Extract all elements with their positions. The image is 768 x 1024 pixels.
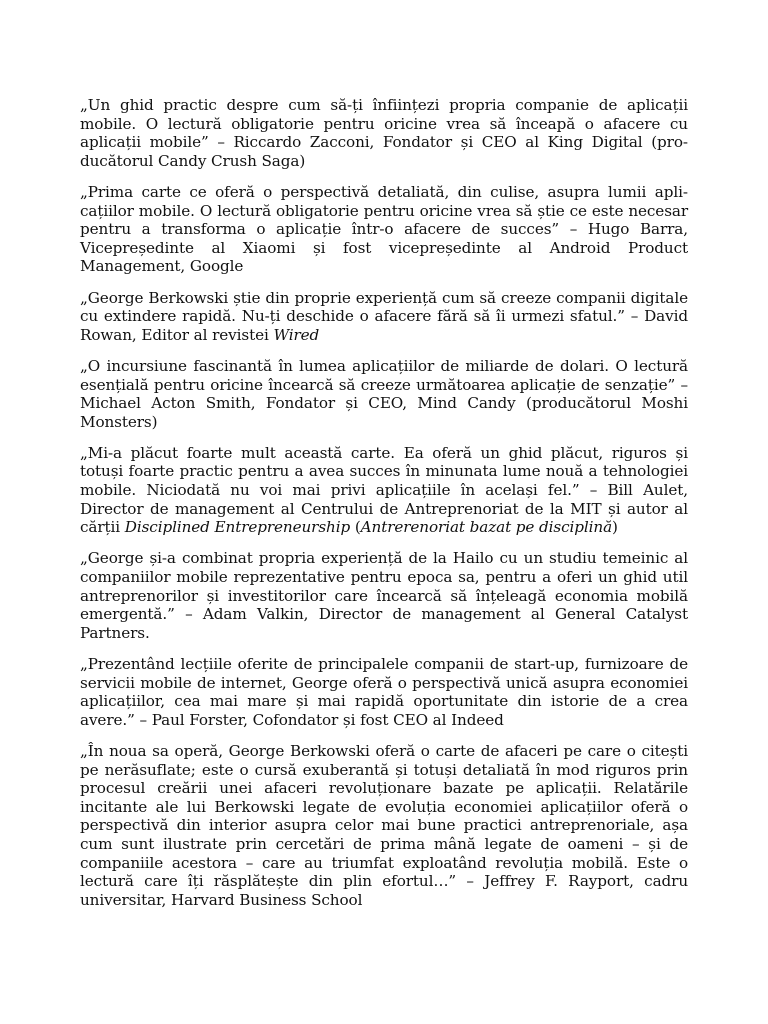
endorsements-page xyxy=(80,96,688,922)
quote-aulet xyxy=(80,444,688,537)
magazine-title: Wired xyxy=(273,325,320,344)
quote-rowan xyxy=(80,289,688,345)
quote-text: „În noua sa operă, George Berkowski oferă o carte de afaceri pe care o citești pe nerăsuflate; este o cursă exuberantă și totuși detaliată în mod riguros prin procesul creării unei afaceri revoluționare bazate pe aplicații. Relatările incitante ale lui Berkowski legate de evoluția economiei aplicațiilor oferă o perspectivă din interior asupra celor mai bune practici antreprenoriale, așa cum sunt ilustrate prin cercetări de prima mână legate de oameni – și de companiile acestora – care au triumfat exploatând revoluția mobilă. Este o lectură care îți răsplătește din plin efortul…” – Jeffrey F. Rayport, cadru universitar, Harvard Business School xyxy=(80,741,688,909)
quote-text: „George și-a combinat propria experiență de la Hailo cu un studiu temeinic al companiilor mobile reprezentative pentru epoca sa, pentru a oferi un ghid util antreprenorilor și investitorilor care încearcă să înțeleagă economia mobilă emergentă.” – Adam Valkin, Director de management al General Catalyst Partners. xyxy=(80,549,688,642)
quote-text: „Prezentând lecțiile oferite de principalele companii de start-up, furnizoare de servicii mobile de internet, George oferă o perspectivă unică asupra economiei aplicațiilor, cea mai mare și mai rapidă oportunitate din istorie de a crea avere.” – Paul Forster, Cofondator și fost CEO al Indeed xyxy=(80,655,688,729)
book-title-translation: Antrerenoriat bazat pe disciplină xyxy=(360,518,613,537)
quote-text: „Un ghid practic despre cum să-ți înființezi propria companie de aplicații mobile. O lectură obligatorie pentru oricine vrea să înceapă o afacere cu aplicații mobile” – Riccardo Zacconi, Fondator și CEO al King Digital (producătorul Candy Crush Saga) xyxy=(80,96,688,170)
quote-text: „Prima carte ce oferă o perspectivă detaliată, din culise, asupra lumii aplicațiilor mobile. O lectură obligatorie pentru oricine vrea să știe ce este necesar pentru a transforma o aplicație într-o afacere de succes” – Hugo Barra, Vicepreședinte al Xiaomi și fost vicepreședinte al Android Product Management, Google xyxy=(80,182,688,276)
quote-barra xyxy=(80,183,688,276)
quote-forster xyxy=(80,655,688,729)
quote-text: „O incursiune fascinantă în lumea aplicațiilor de miliarde de dolari. O lectură esențială pentru oricine încearcă să creeze următoarea aplicație de senzație” – Michael Acton Smith, Fondator și CEO, Mind Candy (producătorul Moshi Monsters) xyxy=(80,356,688,431)
quote-zacconi xyxy=(80,96,688,170)
quote-text-middle: ( xyxy=(350,518,361,537)
quote-rayport xyxy=(80,742,688,909)
quote-text: „George Berkowski știe din proprie experiență cum să creeze companii digitale cu extindere rapidă. Nu-ți deschide o afacere fără să îi urmezi sfatul.” – David Rowan, Editor al revistei xyxy=(80,288,688,344)
quote-acton-smith xyxy=(80,357,688,431)
quote-valkin xyxy=(80,549,688,642)
quote-text-end: ) xyxy=(612,518,618,537)
quote-text: „Mi-a plăcut foarte mult această carte. Ea oferă un ghid plăcut, riguros și totuși foarte practic pentru a avea succes în minunata lume nouă a tehnologiei mobile. Niciodată nu voi mai privi aplicațiile în același fel.” – Bill Aulet, Director de management al Centrului de Antreprenoriat de la MIT și autor al cărții xyxy=(80,443,688,537)
book-title: Disciplined Entrepreneurship xyxy=(124,518,351,537)
